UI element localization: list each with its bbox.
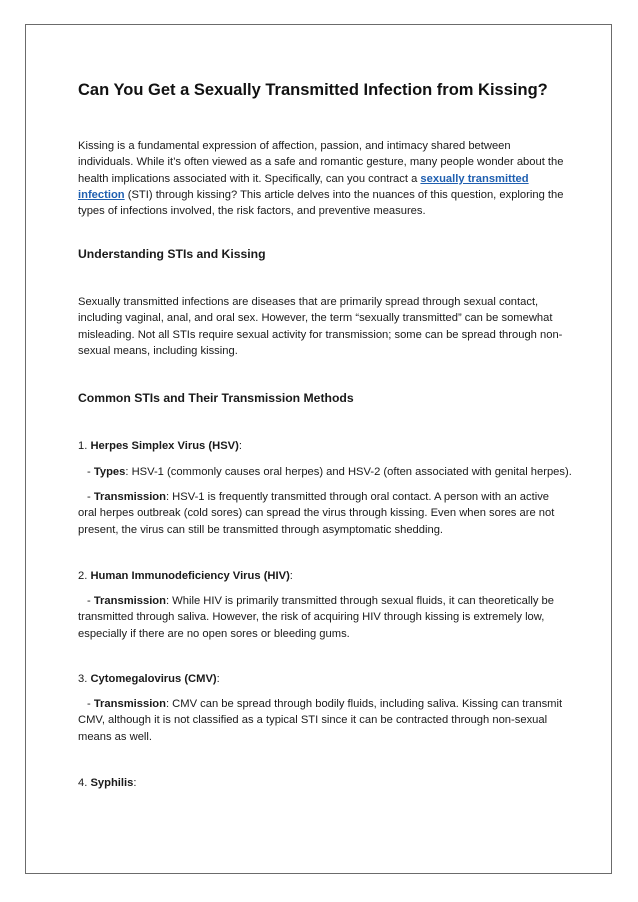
- cmv-transmission: [78, 696, 568, 745]
- intro-paragraph: [78, 138, 568, 219]
- list-colon: :: [133, 777, 137, 789]
- types-label: Types: [93, 466, 126, 478]
- list-number: 1.: [78, 440, 91, 452]
- dash: -: [87, 595, 94, 607]
- list-number: 4.: [78, 777, 91, 789]
- list-item-hiv: [78, 568, 568, 584]
- list-item-name: Syphilis: [90, 777, 134, 789]
- list-colon: :: [238, 440, 242, 452]
- section-heading-common-stis: Common STIs and Their Transmission Methods: [78, 391, 354, 405]
- dash: -: [87, 698, 94, 710]
- list-item-cmv: [78, 671, 568, 687]
- hsv-transmission: [78, 489, 568, 538]
- transmission-label: Transmission: [93, 698, 166, 710]
- transmission-label: Transmission: [93, 491, 166, 503]
- list-item-name: Human Immunodeficiency Virus (HIV): [90, 570, 290, 582]
- intro-text-after: (STI) through kissing? This article delves into the nuances of this question, exploring the types of infections involved, the risk factors, and preventive measures.: [78, 188, 564, 218]
- transmission-text: : HSV-1 is frequently transmitted through oral contact. A person with an active oral herpes outbreak (cold sores) can spread the virus through kissing. Even when sores are not present, the virus can still be transmitted through asymptomatic shedding.: [78, 491, 555, 536]
- page-title: Can You Get a Sexually Transmitted Infection from Kissing?: [78, 81, 548, 99]
- list-item-hsv: [78, 438, 568, 454]
- list-item-syphilis: [78, 775, 568, 791]
- dash: -: [87, 491, 94, 503]
- hsv-types: [78, 464, 577, 480]
- list-number: 2.: [78, 570, 91, 582]
- list-colon: :: [216, 673, 220, 685]
- dash: -: [87, 466, 94, 478]
- transmission-text: : CMV can be spread through bodily fluids, including saliva. Kissing can transmit CMV, although it is not classified as a typical STI since it can be contracted through non-sexual means as well.: [78, 698, 563, 743]
- list-number: 3.: [78, 673, 91, 685]
- list-colon: :: [289, 570, 293, 582]
- sti-link[interactable]: sexually transmitted infection: [78, 172, 529, 201]
- section-heading-understanding: Understanding STIs and Kissing: [78, 247, 266, 261]
- transmission-text: : While HIV is primarily transmitted through sexual fluids, it can theoretically be transmitted through saliva. However, the risk of acquiring HIV through kissing is extremely low, especially if there are no open sores or bleeding gums.: [78, 595, 554, 640]
- list-item-name: Cytomegalovirus (CMV): [90, 673, 217, 685]
- types-text: : HSV-1 (commonly causes oral herpes) and HSV-2 (often associated with genital herpes).: [125, 466, 572, 478]
- intro-text-before: Kissing is a fundamental expression of affection, passion, and intimacy shared between individuals. While it’s often viewed as a safe and romantic gesture, many people wonder about the health implications associated with it. Specifically, can you contract a: [78, 140, 564, 185]
- transmission-label: Transmission: [93, 595, 166, 607]
- hiv-transmission: [78, 593, 568, 642]
- section-understanding-body: Sexually transmitted infections are diseases that are primarily spread through sexual contact, including vaginal, anal, and oral sex. However, the term “sexually transmitted” can be somewhat misleading. Not all STIs require sexual activity for transmission; some can be spread through non-sexual means, including kissing.: [78, 296, 563, 357]
- list-item-name: Herpes Simplex Virus (HSV): [90, 440, 239, 452]
